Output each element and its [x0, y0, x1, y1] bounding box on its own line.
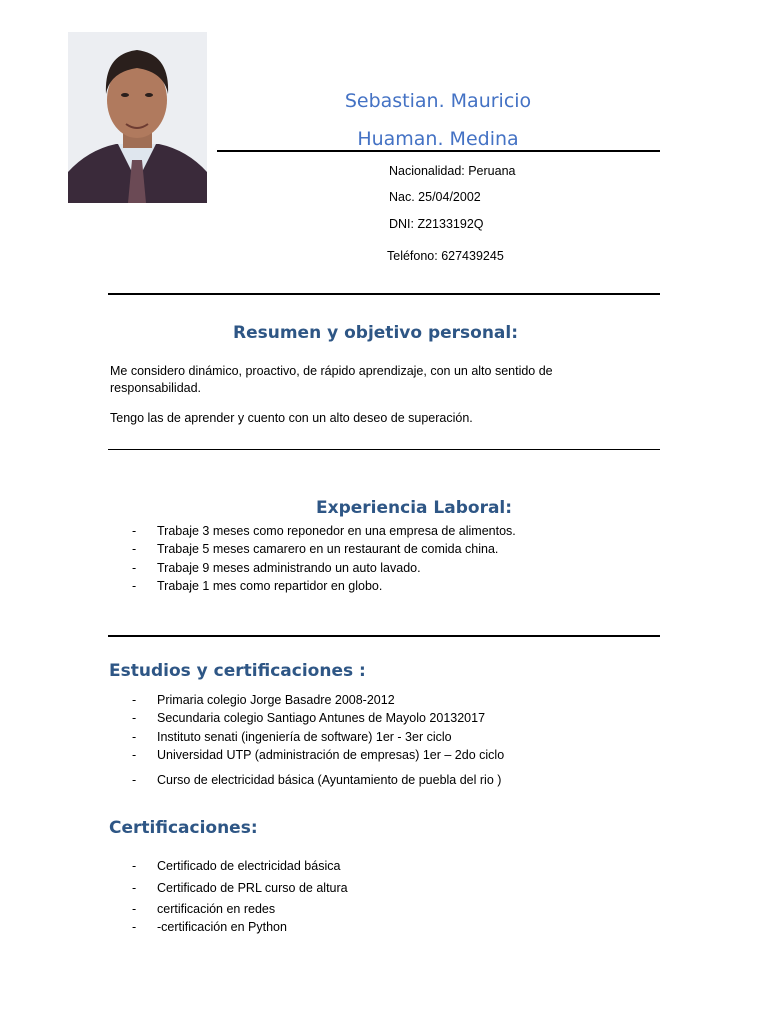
list-item [110, 771, 501, 789]
profile-photo [68, 32, 207, 203]
list-item-text: Primaria colegio Jorge Basadre 2008-2012 [157, 693, 395, 707]
list-item-text: Trabaje 1 mes como repartidor en globo. [157, 578, 383, 593]
list-item-text: Trabaje 5 meses camarero en un restaurant de comida china. [157, 542, 499, 557]
bullet-dash: - [132, 773, 137, 787]
list-item-text: certificación en redes [157, 902, 276, 916]
list-item [110, 900, 348, 918]
portrait-image [68, 32, 207, 203]
section-divider [108, 293, 660, 295]
bullet-dash: - [132, 881, 137, 895]
phone: Teléfono: 627439245 [387, 249, 504, 263]
studies-heading: Estudios y certificaciones : [109, 661, 366, 681]
list-item-text: Curso de electricidad básica (Ayuntamiento de puebla del rio ) [157, 773, 502, 787]
list-item [110, 857, 348, 879]
section-divider [108, 449, 660, 450]
list-item [110, 918, 348, 936]
list-item [110, 577, 516, 595]
bullet-dash: - [132, 524, 137, 538]
bullet-dash: - [132, 859, 137, 873]
list-item [110, 559, 516, 577]
nationality: Nacionalidad: Peruana [389, 164, 516, 178]
list-item-text: -certificación en Python [157, 920, 287, 935]
list-item [110, 691, 504, 709]
certifications-list [110, 857, 348, 937]
list-item-text: Universidad UTP (administración de empresas) 1er – 2do ciclo [157, 747, 505, 762]
summary-paragraph-1: Me considero dinámico, proactivo, de rápido aprendizaje, con un alto sentido de responsabilidad. [110, 364, 553, 395]
list-item [110, 879, 348, 900]
bullet-dash: - [132, 542, 137, 557]
list-item [110, 746, 504, 764]
bullet-dash: - [132, 560, 137, 575]
header-divider [217, 150, 660, 152]
name-line-1: Sebastian. Mauricio [344, 90, 532, 112]
dni: DNI: Z2133192Q [389, 217, 484, 231]
bullet-dash: - [132, 729, 137, 744]
list-item-text: Trabaje 3 meses como reponedor en una empresa de alimentos. [157, 524, 516, 538]
list-item [110, 728, 504, 746]
list-item-text: Trabaje 9 meses administrando un auto lavado. [157, 560, 421, 575]
studies-list [110, 691, 504, 764]
birth-date: Nac. 25/04/2002 [389, 190, 481, 204]
list-item-text: Certificado de PRL curso de altura [157, 881, 348, 895]
list-item-text: Certificado de electricidad básica [157, 859, 341, 873]
summary-paragraph-2: Tengo las de aprender y cuento con un alto deseo de superación. [110, 411, 473, 425]
studies-extra-list [110, 771, 501, 789]
list-item [110, 709, 504, 727]
section-divider [108, 635, 660, 637]
experience-list [110, 522, 516, 595]
list-item-text: Secundaria colegio Santiago Antunes de Mayolo 20132017 [157, 711, 486, 726]
certifications-heading: Certificaciones: [109, 818, 258, 838]
bullet-dash: - [132, 902, 137, 916]
experience-heading: Experiencia Laboral: [316, 498, 513, 518]
bullet-dash: - [132, 578, 137, 593]
list-item [110, 522, 516, 540]
list-item [110, 540, 516, 558]
list-item-text: Instituto senati (ingeniería de software) 1er - 3er ciclo [157, 729, 452, 744]
summary-heading: Resumen y objetivo personal: [233, 323, 519, 343]
name-line-2: Huaman. Medina [357, 128, 519, 150]
bullet-dash: - [132, 711, 137, 726]
bullet-dash: - [132, 693, 137, 707]
bullet-dash: - [132, 920, 137, 935]
bullet-dash: - [132, 747, 137, 762]
